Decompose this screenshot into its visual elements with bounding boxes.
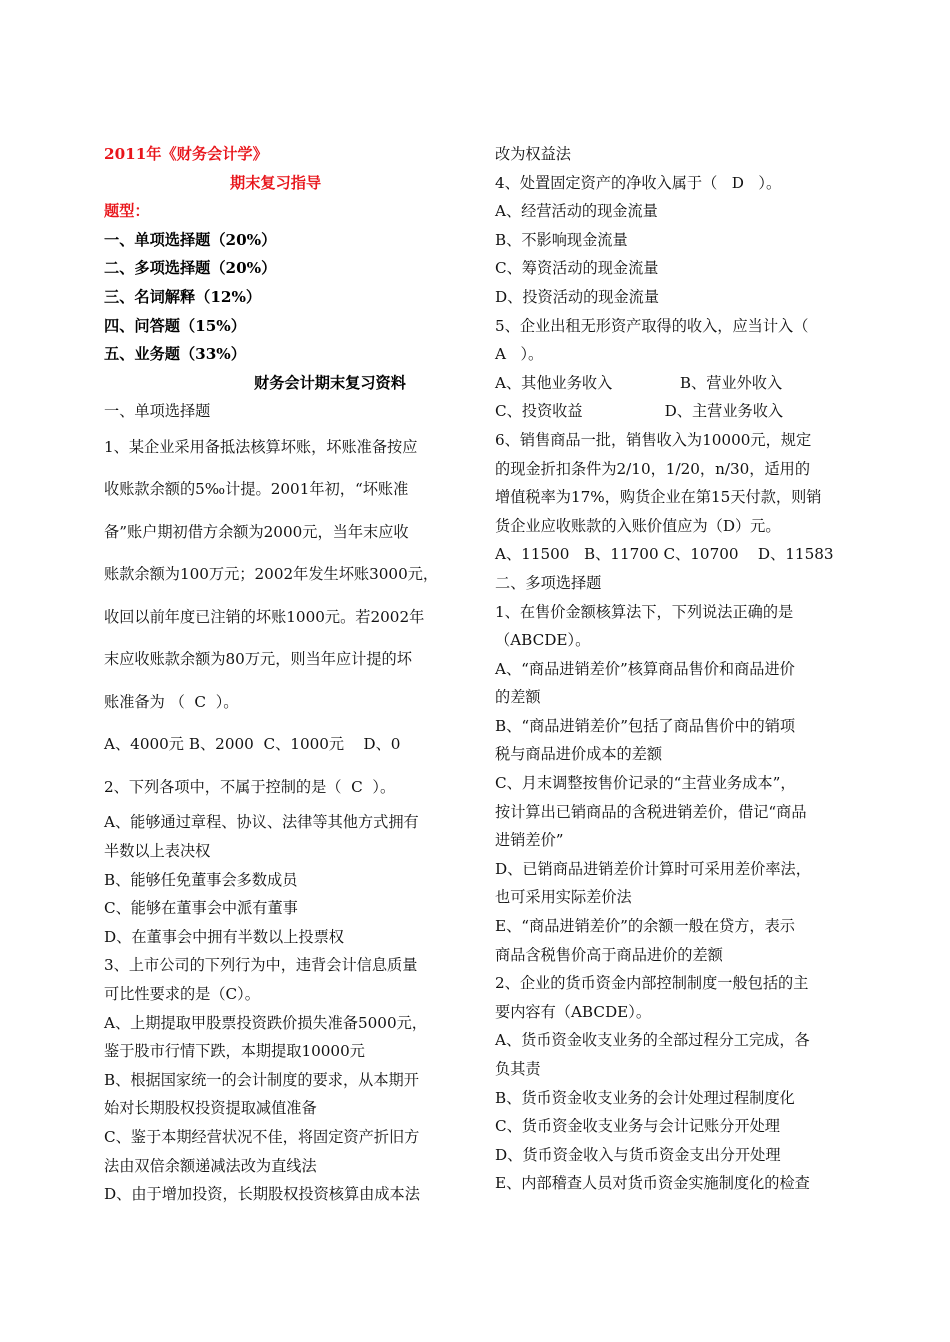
text-line: 4、处置固定资产的净收入属于（ D ）。	[495, 173, 782, 192]
text-line: B、根据国家统一的会计制度的要求，从本期开	[104, 1070, 419, 1089]
text-line: B、货币资金收支业务的会计处理过程制度化	[495, 1088, 795, 1107]
text-line: 货企业应收账款的入账价值应为（D）元。	[495, 516, 781, 535]
text-line: A、经营活动的现金流量	[495, 202, 658, 221]
question-type-item: 二、多项选择题（20%）	[104, 259, 277, 278]
text-line: 改为权益法	[495, 145, 571, 163]
text-line: 2、企业的货币资金内部控制制度一般包括的主	[495, 974, 809, 993]
section-heading: 一、单项选择题	[104, 402, 211, 421]
text-line: C、货币资金收支业务与会计记账分开处理	[495, 1117, 780, 1136]
text-line: 1、某企业采用备抵法核算坏账，坏账准备按应	[104, 437, 418, 456]
answer-options: A、4000元 B、2000 C、1000元 D、0	[104, 735, 401, 754]
text-line: 税与商品进价成本的差额	[495, 745, 663, 764]
text-line: 进销差价”	[495, 831, 564, 850]
text-line: 增值税率为17%，购货企业在第15天付款，则销	[495, 488, 822, 507]
text-line: A、其他业务收入 B、营业外收入	[495, 373, 783, 392]
document-subtitle: 期末复习指导	[230, 173, 322, 192]
text-line: E、内部稽查人员对货币资金实施制度化的检查	[495, 1174, 810, 1193]
text-line: 收账款余额的5‰计提。2001年初，“坏账准	[104, 480, 409, 499]
question-type-item: 四、问答题（15%）	[104, 316, 246, 335]
text-line: B、“商品进销差价”包括了商品售价中的销项	[495, 716, 796, 735]
text-line: 按计算出已销商品的含税进销差价，借记“商品	[495, 802, 807, 821]
text-line: A、上期提取甲股票投资跌价损失准备5000元，	[104, 1013, 427, 1032]
section-title: 财务会计期末复习资料	[254, 373, 406, 392]
text-line: C、月末调整按售价记录的“主营业务成本”，	[495, 774, 796, 793]
text-line: 法由双倍余额递减法改为直线法	[104, 1156, 317, 1175]
text-line: C、能够在董事会中派有董事	[104, 899, 298, 918]
text-line: 也可采用实际差价法	[495, 888, 632, 907]
left-column	[104, 140, 464, 1209]
right-column	[495, 140, 855, 1198]
text-line: 的差额	[495, 688, 541, 707]
text-line: E、“商品进销差价”的余额一般在贷方，表示	[495, 917, 795, 936]
text-line: A、能够通过章程、协议、法律等其他方式拥有	[104, 813, 419, 832]
text-line: （ABCDE）。	[495, 631, 591, 650]
text-line: 5、企业出租无形资产取得的收入，应当计入（	[495, 316, 809, 335]
text-line: 6、销售商品一批，销售收入为10000元，规定	[495, 430, 812, 449]
text-line: 的现金折扣条件为2/10，1/20，n/30，适用的	[495, 459, 811, 478]
text-line: 负其责	[495, 1060, 541, 1078]
text-line: 半数以上表决权	[104, 842, 211, 861]
question-type-item: 一、单项选择题（20%）	[104, 230, 277, 249]
text-line: 账款余额为100万元；2002年发生坏账3000元，	[104, 565, 439, 584]
text-line: 3、上市公司的下列行为中，违背会计信息质量	[104, 956, 418, 975]
text-line: D、投资活动的现金流量	[495, 287, 660, 306]
question-type-item: 五、业务题（33%）	[104, 345, 246, 364]
text-line: 账准备为 （ C ）。	[104, 692, 239, 711]
text-line: A、货币资金收支业务的全部过程分工完成，各	[495, 1031, 810, 1050]
text-line: 1、在售价金额核算法下，下列说法正确的是	[495, 602, 794, 621]
question-types-label: 题型：	[104, 202, 150, 221]
question-type-item: 三、名词解释（12%）	[104, 287, 262, 306]
text-line: C、筹资活动的现金流量	[495, 259, 659, 278]
text-line: B、不影响现金流量	[495, 230, 628, 249]
text-line: 可比性要求的是（C）。	[104, 985, 260, 1003]
text-line: 始对长期股权投资提取减值准备	[104, 1099, 317, 1118]
text-line: D、已销商品进销差价计算时可采用差价率法，	[495, 859, 811, 878]
text-line: 鉴于股市行情下跌，本期提取10000元	[104, 1042, 365, 1061]
text-line: 收回以前年度已注销的坏账1000元。若2002年	[104, 607, 425, 626]
text-line: 备”账户期初借方余额为2000元，当年末应收	[104, 522, 409, 541]
text-line: D、由于增加投资，长期股权投资核算由成本法	[104, 1185, 420, 1204]
text-line: D、货币资金收入与货币资金支出分开处理	[495, 1145, 781, 1164]
text-line: B、能够任免董事会多数成员	[104, 870, 298, 889]
text-line: 末应收账款余额为80万元，则当年应计提的坏	[104, 650, 412, 669]
text-line: C、鉴于本期经营状况不佳，将固定资产折旧方	[104, 1127, 420, 1146]
document-title: 2011年《财务会计学》	[104, 145, 268, 163]
text-line: A ）。	[495, 345, 544, 364]
text-line: C、投资收益 D、主营业务收入	[495, 402, 784, 421]
text-line: D、在董事会中拥有半数以上投票权	[104, 927, 344, 946]
text-line: A、“商品进销差价”核算商品售价和商品进价	[495, 659, 795, 678]
text-line: 2、下列各项中，不属于控制的是（ C ）。	[104, 777, 396, 796]
text-line: 商品含税售价高于商品进价的差额	[495, 945, 723, 964]
section-heading: 二、多项选择题	[495, 573, 602, 592]
text-line: 要内容有（ABCDE）。	[495, 1002, 652, 1021]
text-line: A、11500 B、11700 C、10700 D、11583	[495, 545, 834, 564]
